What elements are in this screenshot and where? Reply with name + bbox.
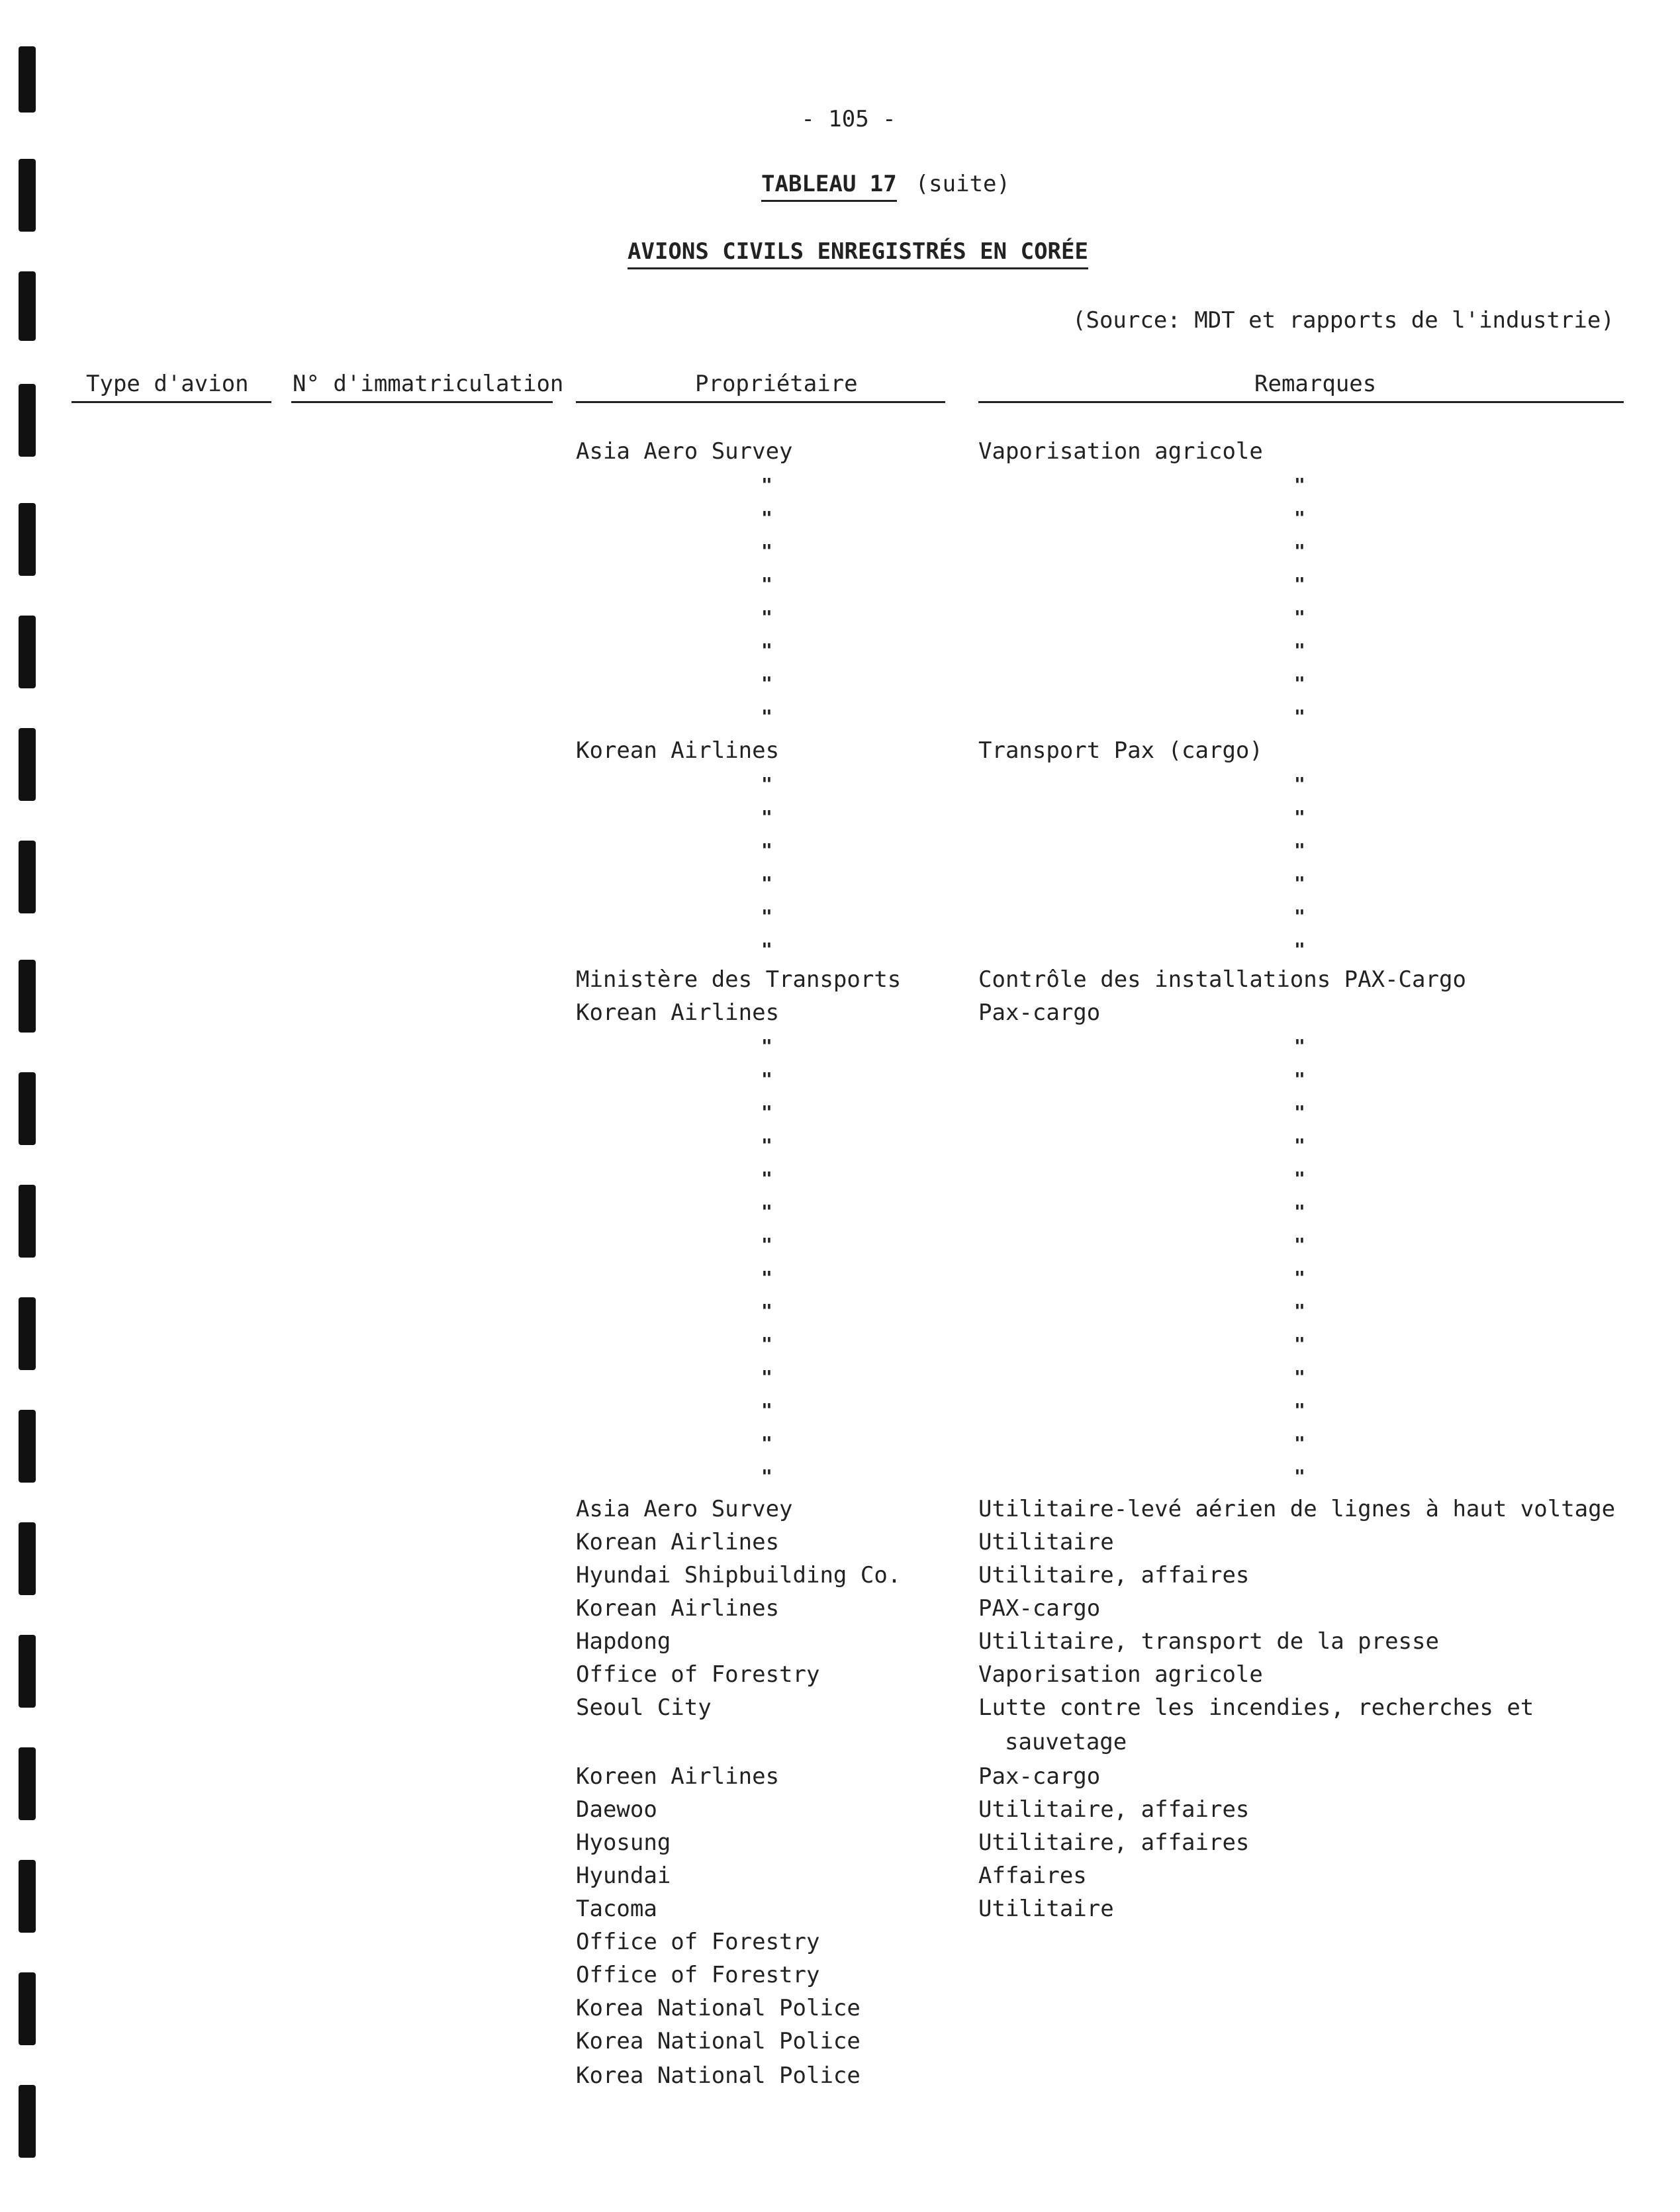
remarks-ditto-cell: " bbox=[1294, 1234, 1305, 1256]
remarks-cell: Vaporisation agricole bbox=[978, 438, 1263, 465]
binder-mark bbox=[19, 1522, 36, 1595]
owner-cell: Office of Forestry bbox=[576, 1661, 820, 1688]
remarks-ditto-cell: " bbox=[1294, 1168, 1305, 1189]
remarks-ditto-cell: " bbox=[1294, 672, 1305, 694]
remarks-ditto-cell: " bbox=[1294, 806, 1305, 828]
binder-mark bbox=[19, 960, 36, 1033]
owner-cell: Korean Airlines bbox=[576, 999, 780, 1026]
owner-ditto-cell: " bbox=[761, 672, 772, 694]
remarks-cell-continuation: sauvetage bbox=[1005, 1729, 1127, 1755]
binder-mark bbox=[19, 2085, 36, 2158]
owner-ditto-cell: " bbox=[761, 1432, 772, 1454]
remarks-cell: Lutte contre les incendies, recherches et bbox=[978, 1694, 1534, 1721]
owner-cell: Office of Forestry bbox=[576, 1962, 820, 1988]
remarks-ditto-cell: " bbox=[1294, 1432, 1305, 1454]
column-rule-owner bbox=[576, 401, 945, 403]
owner-ditto-cell: " bbox=[761, 573, 772, 595]
remarks-ditto-cell: " bbox=[1294, 606, 1305, 628]
owner-ditto-cell: " bbox=[761, 872, 772, 894]
remarks-ditto-cell: " bbox=[1294, 540, 1305, 562]
binder-mark bbox=[19, 271, 36, 341]
remarks-cell: Affaires bbox=[978, 1863, 1087, 1889]
column-header-owner: Propriétaire bbox=[695, 371, 858, 397]
remarks-ditto-cell: " bbox=[1294, 639, 1305, 661]
remarks-ditto-cell: " bbox=[1294, 773, 1305, 795]
binder-mark bbox=[19, 503, 36, 576]
owner-cell: Korea National Police bbox=[576, 2028, 861, 2054]
binder-mark bbox=[19, 1635, 36, 1708]
remarks-ditto-cell: " bbox=[1294, 1366, 1305, 1388]
remarks-ditto-cell: " bbox=[1294, 1068, 1305, 1090]
remarks-cell: Utilitaire, affaires bbox=[978, 1562, 1250, 1589]
owner-ditto-cell: " bbox=[761, 905, 772, 927]
owner-ditto-cell: " bbox=[761, 1134, 772, 1156]
table-subtitle: AVIONS CIVILS ENREGISTRÉS EN CORÉE bbox=[628, 238, 1088, 269]
remarks-cell: Utilitaire bbox=[978, 1896, 1114, 1922]
column-header-remarks: Remarques bbox=[1254, 371, 1377, 397]
binder-mark bbox=[19, 46, 36, 113]
owner-ditto-cell: " bbox=[761, 474, 772, 496]
column-header-immatriculation: N° d'immatriculation bbox=[293, 371, 564, 397]
owner-ditto-cell: " bbox=[761, 1399, 772, 1421]
remarks-cell: Utilitaire, affaires bbox=[978, 1796, 1250, 1823]
remarks-cell: Utilitaire bbox=[978, 1529, 1114, 1555]
owner-cell: Tacoma bbox=[576, 1896, 657, 1922]
table-title bbox=[761, 171, 1010, 197]
binder-mark bbox=[19, 1072, 36, 1145]
remarks-ditto-cell: " bbox=[1294, 1134, 1305, 1156]
remarks-ditto-cell: " bbox=[1294, 1201, 1305, 1222]
binder-mark bbox=[19, 1185, 36, 1258]
binder-mark bbox=[19, 728, 36, 801]
remarks-cell: Pax-cargo bbox=[978, 999, 1101, 1026]
owner-ditto-cell: " bbox=[761, 939, 772, 960]
binder-mark bbox=[19, 159, 36, 232]
owner-cell: Hyundai Shipbuilding Co. bbox=[576, 1562, 902, 1589]
remarks-ditto-cell: " bbox=[1294, 1035, 1305, 1057]
owner-cell: Ministère des Transports bbox=[576, 966, 902, 993]
column-rule-immatriculation bbox=[291, 401, 553, 403]
remarks-cell: Vaporisation agricole bbox=[978, 1661, 1263, 1688]
owner-ditto-cell: " bbox=[761, 1267, 772, 1289]
owner-cell: Korean Airlines bbox=[576, 1529, 780, 1555]
binder-mark bbox=[19, 841, 36, 913]
remarks-ditto-cell: " bbox=[1294, 1267, 1305, 1289]
binder-mark bbox=[19, 1860, 36, 1933]
remarks-ditto-cell: " bbox=[1294, 1333, 1305, 1355]
binder-mark bbox=[19, 616, 36, 688]
remarks-cell: Contrôle des installations PAX-Cargo bbox=[978, 966, 1466, 993]
table-title-main: TABLEAU 17 bbox=[761, 171, 897, 202]
binder-mark bbox=[19, 1410, 36, 1483]
remarks-ditto-cell: " bbox=[1294, 872, 1305, 894]
owner-cell: Daewoo bbox=[576, 1796, 657, 1823]
owner-ditto-cell: " bbox=[761, 1035, 772, 1057]
remarks-cell: Transport Pax (cargo) bbox=[978, 737, 1263, 764]
owner-ditto-cell: " bbox=[761, 1168, 772, 1189]
column-header-type: Type d'avion bbox=[86, 371, 249, 397]
source-note: (Source: MDT et rapports de l'industrie) bbox=[1072, 307, 1614, 334]
remarks-ditto-cell: " bbox=[1294, 474, 1305, 496]
remarks-cell: Utilitaire, transport de la presse bbox=[978, 1628, 1439, 1655]
owner-ditto-cell: " bbox=[761, 1101, 772, 1123]
binder-mark bbox=[19, 1297, 36, 1370]
owner-ditto-cell: " bbox=[761, 1333, 772, 1355]
remarks-ditto-cell: " bbox=[1294, 839, 1305, 861]
page-number: - 105 - bbox=[801, 106, 896, 132]
owner-ditto-cell: " bbox=[761, 706, 772, 727]
owner-cell: Koreen Airlines bbox=[576, 1763, 780, 1790]
owner-ditto-cell: " bbox=[761, 540, 772, 562]
remarks-ditto-cell: " bbox=[1294, 706, 1305, 727]
owner-cell: Office of Forestry bbox=[576, 1929, 820, 1955]
owner-ditto-cell: " bbox=[761, 606, 772, 628]
column-rule-type bbox=[71, 401, 271, 403]
remarks-cell: Pax-cargo bbox=[978, 1763, 1101, 1790]
remarks-ditto-cell: " bbox=[1294, 507, 1305, 529]
owner-cell: Hyundai bbox=[576, 1863, 671, 1889]
remarks-ditto-cell: " bbox=[1294, 1399, 1305, 1421]
owner-ditto-cell: " bbox=[761, 1234, 772, 1256]
owner-ditto-cell: " bbox=[761, 1366, 772, 1388]
owner-ditto-cell: " bbox=[761, 1201, 772, 1222]
owner-cell: Korea National Police bbox=[576, 1995, 861, 2021]
owner-ditto-cell: " bbox=[761, 1068, 772, 1090]
owner-ditto-cell: " bbox=[761, 773, 772, 795]
owner-ditto-cell: " bbox=[761, 839, 772, 861]
remarks-cell: Utilitaire, affaires bbox=[978, 1829, 1250, 1856]
owner-cell: Korea National Police bbox=[576, 2062, 861, 2089]
remarks-ditto-cell: " bbox=[1294, 1465, 1305, 1487]
column-rule-remarks bbox=[978, 401, 1624, 403]
table-title-suite: (suite) bbox=[915, 171, 1010, 197]
owner-cell: Korean Airlines bbox=[576, 1595, 780, 1622]
owner-ditto-cell: " bbox=[761, 1300, 772, 1322]
owner-ditto-cell: " bbox=[761, 1465, 772, 1487]
owner-cell: Asia Aero Survey bbox=[576, 1496, 793, 1522]
remarks-ditto-cell: " bbox=[1294, 905, 1305, 927]
owner-cell: Hapdong bbox=[576, 1628, 671, 1655]
remarks-ditto-cell: " bbox=[1294, 1300, 1305, 1322]
remarks-cell: PAX-cargo bbox=[978, 1595, 1101, 1622]
binder-mark bbox=[19, 384, 36, 457]
owner-cell: Seoul City bbox=[576, 1694, 712, 1721]
binder-mark bbox=[19, 1747, 36, 1820]
remarks-ditto-cell: " bbox=[1294, 1101, 1305, 1123]
remarks-cell: Utilitaire-levé aérien de lignes à haut voltage bbox=[978, 1496, 1616, 1522]
owner-ditto-cell: " bbox=[761, 507, 772, 529]
owner-cell: Asia Aero Survey bbox=[576, 438, 793, 465]
owner-ditto-cell: " bbox=[761, 806, 772, 828]
remarks-ditto-cell: " bbox=[1294, 939, 1305, 960]
owner-cell: Korean Airlines bbox=[576, 737, 780, 764]
owner-ditto-cell: " bbox=[761, 639, 772, 661]
binder-mark bbox=[19, 1972, 36, 2045]
owner-cell: Hyosung bbox=[576, 1829, 671, 1856]
remarks-ditto-cell: " bbox=[1294, 573, 1305, 595]
